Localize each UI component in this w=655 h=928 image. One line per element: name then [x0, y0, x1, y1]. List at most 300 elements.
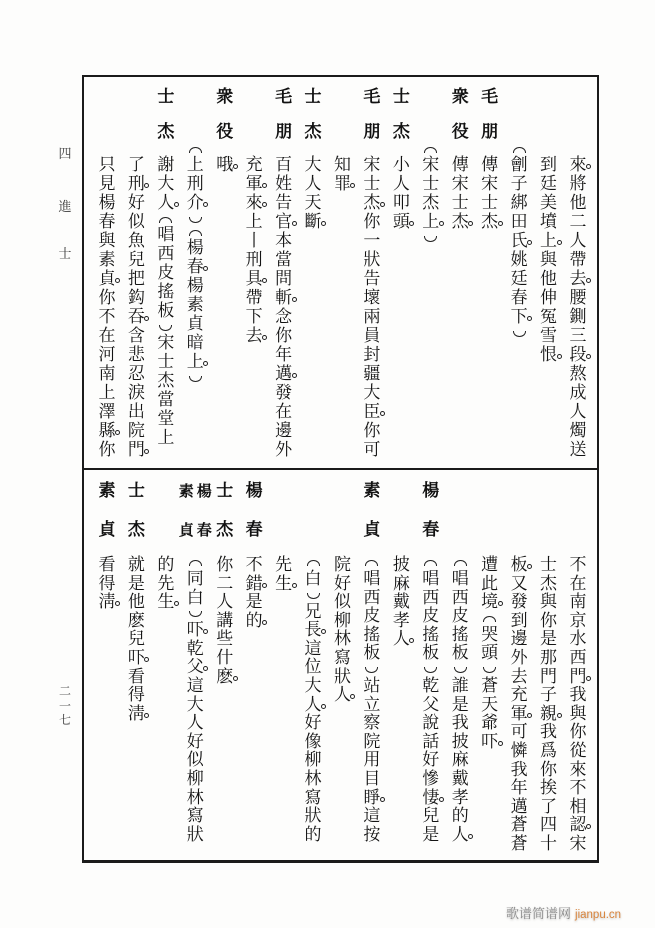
script-char: 叩 [392, 193, 410, 213]
script-char: 搖 [157, 282, 175, 302]
speaker-char: 朋 [275, 122, 293, 142]
script-char: 披 [451, 731, 469, 752]
script-char: 罪 [333, 174, 351, 194]
script-char: 寫 [186, 806, 204, 827]
script-char: 可 [363, 440, 381, 460]
speaker-char: 士 [216, 481, 234, 501]
script-char: 他 [569, 193, 587, 213]
script-char: 刑 [186, 174, 204, 194]
script-char: 腰 [569, 288, 587, 308]
script-char: 天 [481, 694, 499, 715]
script-char: 斬 [275, 288, 293, 308]
circle-punctuation [203, 666, 208, 671]
script-char: 立 [363, 694, 381, 715]
script-char: 搖 [451, 624, 469, 645]
script-char: 宋 [422, 155, 440, 175]
script-char: 目 [363, 769, 381, 789]
speaker-char: 杰 [157, 122, 175, 142]
script-char: 與 [540, 592, 558, 613]
script-char: 我 [451, 713, 469, 734]
speaker-char: 役 [451, 122, 469, 142]
script-char: 講 [216, 610, 234, 631]
script-char: 你 [98, 288, 116, 308]
script-char: 當 [275, 250, 293, 270]
script-char: 雪 [540, 326, 558, 346]
script-char: 來 [569, 759, 587, 780]
script-char: 生 [157, 592, 175, 613]
speaker-char: 衆 [451, 87, 469, 107]
script-char: 悲 [127, 345, 145, 365]
script-char: 兒 [127, 629, 145, 650]
script-char: 士 [540, 555, 558, 575]
script-char: 到 [540, 155, 558, 175]
script-char: 美 [540, 193, 558, 213]
speaker-char: 杰 [127, 520, 145, 540]
script-char: 上 [540, 231, 558, 251]
script-char: 邁 [510, 796, 528, 817]
script-char: 邊 [510, 629, 528, 650]
script-char: 只 [98, 155, 116, 175]
watermark [506, 903, 621, 922]
script-char: 不 [245, 555, 263, 575]
script-char: 你 [216, 555, 234, 575]
script-char: 板 [363, 643, 381, 664]
script-char: 二 [569, 212, 587, 232]
script-char: 說 [422, 713, 440, 734]
script-char: 爺 [481, 713, 499, 734]
script-char: 是 [245, 592, 263, 613]
script-char: 子 [540, 685, 558, 706]
script-char: 人 [186, 713, 204, 734]
close-paren [365, 667, 378, 673]
script-char: 發 [275, 383, 293, 403]
script-char: 春 [98, 212, 116, 232]
script-char: 哭 [481, 624, 499, 645]
script-char: 員 [363, 326, 381, 346]
script-char: 你 [569, 722, 587, 743]
script-char: 去 [569, 269, 587, 289]
script-char: 父 [422, 694, 440, 715]
script-char: 問 [275, 269, 293, 289]
script-char: 門 [127, 440, 145, 460]
script-char: 林 [186, 787, 204, 808]
script-char: 睜 [363, 787, 381, 808]
script-char: 這 [186, 676, 204, 696]
script-char: 天 [304, 193, 322, 213]
script-char: 發 [510, 592, 528, 613]
script-char: 一 [363, 231, 381, 251]
script-char: 皮 [363, 606, 381, 627]
script-char: 的 [304, 824, 322, 845]
script-char: 唱 [363, 569, 381, 589]
script-char: 田 [510, 212, 528, 232]
script-char: 外 [510, 648, 528, 668]
script-char: 傳 [451, 155, 469, 175]
script-char: 柳 [333, 610, 351, 631]
script-char: 魚 [127, 231, 145, 251]
speaker-char: 毛 [363, 87, 381, 107]
close-paren [454, 667, 467, 673]
script-char: 人 [392, 174, 410, 194]
circle-punctuation [262, 620, 267, 625]
script-char: 河 [98, 345, 116, 365]
script-char: 軍 [510, 703, 528, 724]
speaker-char: 杰 [392, 122, 410, 142]
script-char: 三 [569, 326, 587, 346]
script-char: 院 [333, 555, 351, 575]
script-char: 誰 [451, 676, 469, 696]
script-char: 劊 [510, 155, 528, 175]
script-char: 父 [186, 657, 204, 678]
script-char: 熬 [569, 364, 587, 384]
page-number-char: 七 [58, 713, 71, 727]
script-char: 上 [186, 155, 204, 175]
script-char: 澤 [98, 402, 116, 422]
script-char: 水 [569, 629, 587, 650]
circle-punctuation [350, 694, 355, 699]
script-char: 門 [540, 666, 558, 687]
script-char: 你 [275, 326, 293, 346]
script-char: 似 [333, 592, 351, 613]
script-char: 人 [569, 231, 587, 251]
circle-punctuation [498, 601, 503, 606]
script-char: 兩 [363, 307, 381, 327]
speaker-char: 素 [178, 482, 194, 500]
script-char: 士 [157, 352, 175, 372]
script-char: 不 [569, 778, 587, 799]
script-char: 素 [186, 295, 204, 315]
script-char: 到 [510, 610, 528, 631]
script-char: 士 [422, 174, 440, 194]
script-char: 的 [157, 555, 175, 575]
script-char: 姓 [275, 174, 293, 194]
script-char: 認 [569, 815, 587, 836]
circle-punctuation [115, 601, 120, 606]
script-char: 同 [186, 569, 204, 589]
speaker-char: 毛 [481, 87, 499, 107]
circle-punctuation [498, 741, 503, 746]
script-char: 柳 [304, 750, 322, 771]
script-char: 狀 [363, 250, 381, 270]
open-paren [365, 560, 378, 566]
script-char: 我 [569, 685, 587, 706]
script-char: 送 [569, 440, 587, 460]
script-char: 與 [98, 231, 116, 251]
script-char: 寫 [304, 787, 322, 808]
script-char: 疆 [363, 364, 381, 384]
script-char: 把 [127, 269, 145, 289]
script-char: 爲 [540, 741, 558, 761]
script-char: 楊 [186, 276, 204, 296]
script-char: 皮 [422, 606, 440, 627]
script-char: 按 [363, 824, 381, 845]
script-char: 似 [186, 750, 204, 771]
speaker-char: 素 [98, 481, 116, 501]
speaker-char: 士 [392, 87, 410, 107]
script-char: 人 [157, 193, 175, 213]
script-char: 皮 [451, 606, 469, 627]
script-char: 悽 [422, 787, 440, 808]
script-char: 乾 [186, 638, 204, 659]
script-char: 你 [363, 212, 381, 232]
script-char: 這 [304, 638, 322, 659]
script-char: 成 [569, 383, 587, 403]
circle-punctuation [321, 629, 326, 634]
script-char: 來 [569, 155, 587, 175]
script-char: 邊 [275, 421, 293, 441]
script-char: 戴 [392, 592, 410, 613]
circle-punctuation [409, 638, 414, 643]
script-char: 貞 [98, 269, 116, 289]
script-char: 將 [569, 174, 587, 194]
script-char: 狀 [186, 824, 204, 845]
script-char: 麽 [127, 610, 145, 631]
script-char: 刑 [245, 250, 263, 270]
close-paren [307, 593, 320, 599]
script-char: 憐 [510, 741, 528, 761]
script-char: 蒼 [510, 834, 528, 854]
script-char: 大 [304, 676, 322, 696]
script-char: 的 [245, 610, 263, 631]
script-char: 是 [540, 629, 558, 650]
script-char: 我 [540, 722, 558, 743]
speaker-char: 毛 [275, 87, 293, 107]
script-char: 傳 [481, 155, 499, 175]
script-char: 搖 [363, 624, 381, 645]
script-char: 邁 [275, 364, 293, 384]
script-char: 搖 [422, 624, 440, 645]
script-char: 南 [98, 364, 116, 384]
script-char: 看 [98, 555, 116, 575]
script-char: 去 [245, 326, 263, 346]
close-paren [189, 611, 202, 617]
script-char: 先 [157, 573, 175, 594]
page-number-char: 二 [58, 684, 71, 698]
script-char: 柳 [186, 769, 204, 789]
script-char: 相 [569, 796, 587, 817]
circle-punctuation [468, 834, 473, 839]
script-char: 先 [275, 555, 293, 575]
script-char: 含 [127, 326, 145, 346]
script-char: 上 [157, 428, 175, 448]
script-char: 十 [540, 834, 558, 854]
script-char: 吓 [186, 620, 204, 641]
script-char: 西 [451, 587, 469, 608]
script-char: 乾 [422, 676, 440, 696]
circle-punctuation [439, 797, 444, 802]
circle-punctuation [380, 797, 385, 802]
script-char: 頭 [481, 643, 499, 664]
script-char: 孝 [392, 610, 410, 631]
script-char: 刑 [127, 174, 145, 194]
script-char: 西 [363, 587, 381, 608]
script-char: 白 [186, 587, 204, 608]
speaker-char: 春 [196, 521, 212, 539]
script-char: 二 [216, 573, 234, 594]
script-char: 板 [510, 555, 528, 575]
speaker-char: 貞 [363, 520, 381, 540]
script-char: 四 [540, 815, 558, 836]
script-char: 蒼 [481, 676, 499, 696]
script-char: 唱 [422, 569, 440, 589]
script-char: 段 [569, 345, 587, 365]
script-char: 院 [127, 421, 145, 441]
script-char: 與 [540, 250, 558, 270]
script-char: 在 [98, 326, 116, 346]
script-char: 恨 [540, 345, 558, 365]
circle-punctuation [586, 676, 591, 681]
script-char: 士 [481, 193, 499, 213]
open-paren [454, 560, 467, 566]
script-char: 在 [275, 402, 293, 422]
script-char: 年 [510, 778, 528, 799]
script-char: 子 [510, 174, 528, 194]
script-char: 門 [569, 666, 587, 687]
script-char: 堂 [157, 409, 175, 429]
script-char: 斷 [304, 212, 322, 232]
script-char: 春 [510, 288, 528, 308]
script-char: 板 [157, 301, 175, 321]
script-char: 告 [363, 269, 381, 289]
script-char: 兒 [127, 250, 145, 270]
script-char: 具 [245, 269, 263, 289]
script-char: 兄 [304, 601, 322, 622]
script-char: 位 [304, 657, 322, 678]
script-char: 這 [363, 806, 381, 827]
script-char: 遭 [481, 555, 499, 575]
script-char: 充 [245, 155, 263, 175]
script-char: 大 [157, 174, 175, 194]
script-char: 淸 [127, 703, 145, 724]
script-char: 上 [245, 212, 263, 232]
script-char: 那 [540, 648, 558, 668]
script-char: 宋 [569, 834, 587, 854]
script-char: 寫 [333, 648, 351, 668]
script-char: 就 [127, 555, 145, 575]
script-char: 念 [275, 307, 293, 327]
script-char: 人 [304, 694, 322, 715]
script-char: 板 [451, 643, 469, 664]
script-char: 士 [451, 193, 469, 213]
script-char: 用 [363, 750, 381, 771]
script-char: 你 [98, 440, 116, 460]
script-char: 西 [157, 244, 175, 264]
script-char: 院 [363, 731, 381, 752]
circle-punctuation [144, 657, 149, 662]
circle-punctuation [174, 601, 179, 606]
circle-punctuation [262, 583, 267, 588]
script-char: 麻 [451, 750, 469, 771]
script-char: 來 [245, 193, 263, 213]
script-char: 境 [481, 592, 499, 613]
script-char: 冤 [540, 307, 558, 327]
script-char: 生 [275, 573, 293, 594]
script-char: 他 [540, 269, 558, 289]
script-char: 大 [363, 383, 381, 403]
script-char: 得 [98, 573, 116, 594]
page-number-char: 一 [58, 699, 71, 713]
script-char: 了 [540, 796, 558, 817]
script-char: 是 [451, 694, 469, 715]
speaker-char: 衆 [216, 87, 234, 107]
script-char: 像 [304, 731, 322, 752]
script-char: 上 [186, 352, 204, 372]
script-char: 去 [510, 666, 528, 687]
script-char: 淸 [98, 592, 116, 613]
script-char: 察 [363, 713, 381, 734]
circle-punctuation [203, 629, 208, 634]
script-char: 杰 [157, 371, 175, 391]
open-paren [424, 560, 437, 566]
script-char: 鍘 [569, 307, 587, 327]
script-char: 人 [304, 174, 322, 194]
script-char: 官 [275, 212, 293, 232]
script-char: 人 [451, 824, 469, 845]
script-char: 廷 [540, 174, 558, 194]
speaker-char: 朋 [363, 122, 381, 142]
close-paren [424, 667, 437, 673]
script-char: 京 [569, 610, 587, 631]
script-char: 氏 [510, 231, 528, 251]
script-char: 士 [363, 174, 381, 194]
watermark-site-name: 歌谱简谱网 [506, 907, 572, 922]
script-char: 兒 [422, 806, 440, 827]
script-char: 好 [333, 573, 351, 594]
script-char: 親 [540, 703, 558, 724]
script-char: 麽 [216, 666, 234, 687]
script-char: 是 [422, 824, 440, 845]
watermark-domain: jianpu.cn [575, 909, 622, 921]
circle-punctuation [233, 676, 238, 681]
script-char: 大 [186, 694, 204, 715]
script-char: 燭 [569, 421, 587, 441]
script-char: 看 [127, 666, 145, 687]
script-char: 板 [422, 643, 440, 664]
script-char: 話 [422, 731, 440, 752]
script-char: 披 [392, 555, 410, 575]
script-char: 杰 [422, 193, 440, 213]
script-char: 縣 [98, 421, 116, 441]
script-char: 他 [127, 592, 145, 613]
script-char: 西 [422, 587, 440, 608]
script-char: 林 [333, 629, 351, 650]
circle-punctuation [292, 583, 297, 588]
script-char: 宋 [451, 174, 469, 194]
script-char: 外 [275, 440, 293, 460]
script-char: 你 [540, 759, 558, 780]
script-char: 吓 [481, 731, 499, 752]
script-char: 從 [569, 741, 587, 761]
script-char: 得 [127, 685, 145, 706]
speaker-char: 春 [422, 520, 440, 540]
script-char: 不 [569, 555, 587, 575]
script-char: 見 [98, 174, 116, 194]
speaker-char: 士 [127, 481, 145, 501]
script-char: 吓 [127, 648, 145, 668]
script-char: 唱 [451, 569, 469, 589]
open-paren [307, 560, 320, 566]
script-char: 杰 [481, 212, 499, 232]
speaker-char: 役 [216, 122, 234, 142]
script-char: 的 [451, 806, 469, 827]
script-char: 軍 [245, 174, 263, 194]
open-paren [189, 560, 202, 566]
circle-punctuation [527, 564, 532, 569]
circle-punctuation [557, 713, 562, 718]
running-title-char: 進 [58, 200, 72, 215]
speaker-char: 楊 [196, 482, 212, 500]
script-char: 又 [510, 573, 528, 594]
